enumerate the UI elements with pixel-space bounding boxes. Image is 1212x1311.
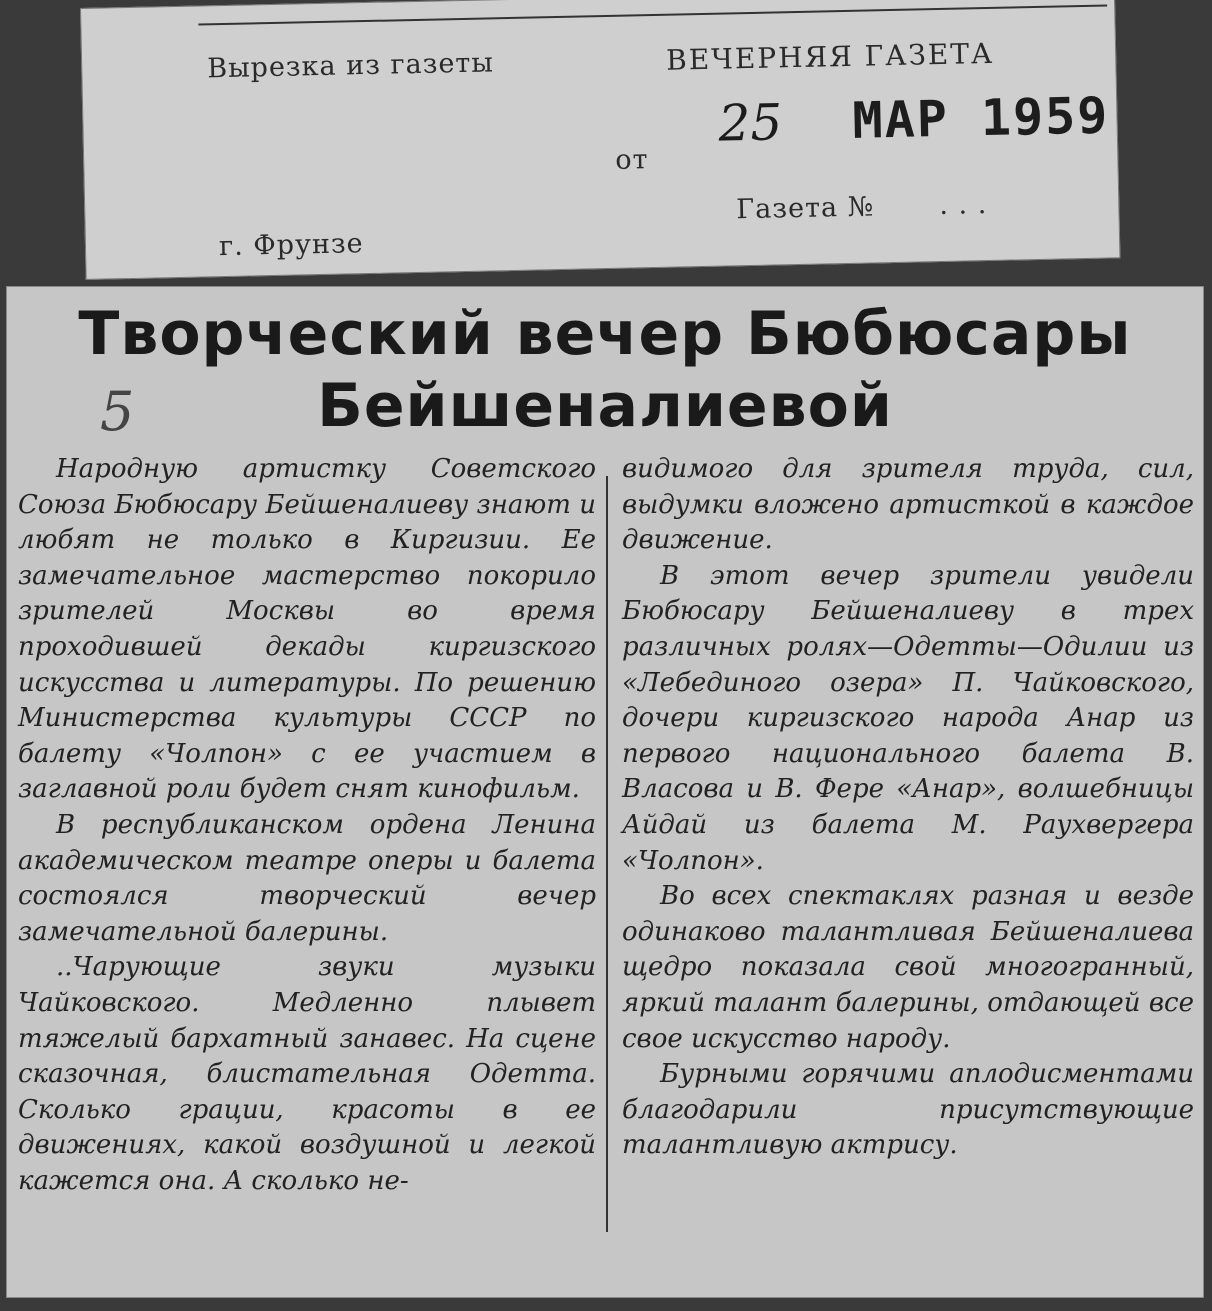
paragraph: В этот вечер зрители увидели Бюбюсару Бейшеналиеву в трех различных ролях—Одетты—Одилии из «Лебединого озера» П. Чайковского, дочери киргизского народа Анар из первого национального балета В. Власова и В. Фере «Анар», волшебницы Айдай из балета М. Раухвергера «Чолпон». [622, 560, 1194, 876]
paragraph: Во всех спектаклях разная и везде одинаково талантливая Бейшеналиева щедро показала свой многогранный, яркий талант балерины, отдающей все свое искусство народу. [622, 881, 1194, 1054]
article-title-line-2: Бейшеналиевой [317, 371, 893, 441]
paragraph: В республиканском ордена Ленина академическом театре оперы и балета состоялся творческий вечер замечательной балерины. [18, 809, 596, 947]
right-column [622, 452, 1194, 1164]
issue-label: Газета № [736, 191, 875, 226]
paragraph: Бурными горячими аплодисментами благодарили присутствующие талантливую актрису. [622, 1059, 1194, 1161]
paragraph: видимого для зрителя труда, сил, выдумки вложено артисткой в каждое движение. [622, 454, 1194, 556]
slip-top-rule [198, 4, 1107, 25]
issue-dots: . . . [939, 189, 988, 222]
paragraph: ..Чарующие звуки музыки Чайковского. Медленно плывет тяжелый бархатный занавес. На сцене сказочная, блистательная Одетта. Сколько грации, красоты в ее движениях, какой воздушной и легкой кажется она. А сколько не- [18, 952, 596, 1196]
article-title-line-1: Творческий вечер Бюбюсары [78, 299, 1132, 369]
city-label: г. Фрунзе [218, 228, 364, 263]
newspaper-name: ВЕЧЕРНЯЯ ГАЗЕТА [665, 36, 995, 77]
handwritten-page-number: 5 [100, 380, 135, 443]
paragraph: Народную артистку Советского Союза Бюбюсару Бейшеналиеву знают и любят не только в Киргизии. Ее замечательное мастерство покорило зрителей Москвы во время проходившей декады киргизского искусства и литературы. По решению Министерства культуры СССР по балету «Чолпон» с ее участием в заглавной роли будет снят кинофильм. [18, 454, 596, 805]
column-divider [606, 476, 608, 1232]
newspaper-clipping [6, 286, 1204, 1298]
date-day-handwritten: 25 [717, 93, 783, 153]
date-prefix: от [614, 144, 649, 176]
date-stamp: МАР 1959 [851, 86, 1110, 150]
clipping-label: Вырезка из газеты [206, 47, 495, 85]
clipping-label-slip [80, 0, 1120, 280]
left-column [18, 452, 596, 1199]
